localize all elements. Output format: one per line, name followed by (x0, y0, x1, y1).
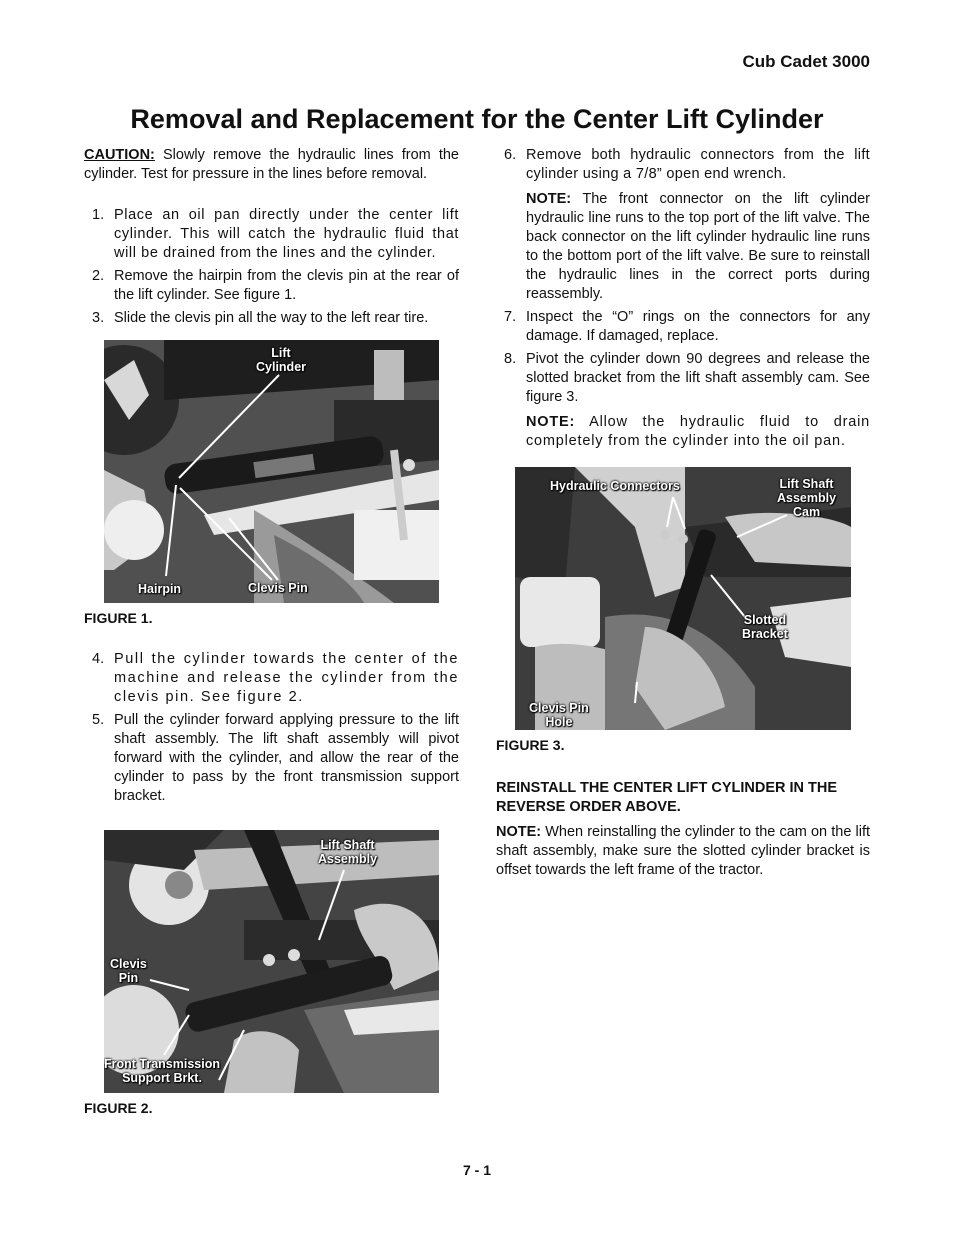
figure-2-caption: FIGURE 2. (84, 1100, 153, 1116)
note-text: Allow the hydraulic fluid to drain completely from the cylinder into the oil pan. (526, 414, 870, 449)
step-1 (84, 206, 459, 263)
step-number: 2. (92, 268, 105, 284)
note-label: NOTE: (526, 191, 572, 207)
step-text: Slide the clevis pin all the way to the left rear tire. (114, 310, 429, 326)
step-8 (496, 350, 870, 407)
caution-text: Slowly remove the hydraulic lines from the cylinder. Test for pressure in the lines before removal. (84, 147, 459, 182)
step-number: 3. (92, 310, 105, 326)
figure-3-photo (515, 467, 851, 730)
figure-1-illustration (104, 340, 439, 603)
step-text: Place an oil pan directly under the center lift cylinder. This will catch the hydraulic fluid that will be drained from the lines and the cylinder. (114, 207, 459, 261)
figure-2-label-front-transmission: Front Transmission Support Brkt. (104, 1057, 220, 1085)
step-text: Remove both hydraulic connectors from the lift cylinder using a 7/8” open end wrench. (526, 147, 870, 182)
note-text: When reinstalling the cylinder to the cam on the lift shaft assembly, make sure the slotted cylinder bracket is offset towards the left frame of the tractor. (496, 824, 870, 878)
step-7 (496, 308, 870, 346)
note-label: NOTE: (526, 414, 576, 430)
step-number: 1. (92, 207, 105, 223)
figure-3-label-slotted-bracket: Slotted Bracket (742, 613, 788, 641)
note-text: The front connector on the lift cylinder hydraulic line runs to the top port of the lift valve. The back connector on the lift cylinder hydraulic line runs to the bottom port of the lift valve. Be sure to reinstall the hydraulic lines in the correct ports during reassembly. (526, 191, 870, 302)
page-title: Removal and Replacement for the Center Lift Cylinder (130, 104, 824, 134)
figure-1-photo (104, 340, 439, 603)
caution-paragraph (84, 146, 459, 184)
step-text: Pull the cylinder towards the center of the machine and release the cylinder from the clevis pin. See figure 2. (114, 651, 459, 705)
step-number: 5. (92, 712, 105, 728)
step-number: 7. (504, 309, 517, 325)
caution-label: CAUTION: (84, 147, 155, 163)
step-4 (84, 650, 459, 707)
figure-2-label-clevis-pin: Clevis Pin (110, 957, 147, 985)
note-2 (526, 413, 870, 451)
figure-2-photo (104, 830, 439, 1093)
figure-1-label-hairpin: Hairpin (138, 582, 182, 596)
note-3 (496, 823, 870, 880)
figure-2-illustration (104, 830, 439, 1093)
left-column (84, 146, 459, 1118)
step-text: Remove the hairpin from the clevis pin at the rear of the lift cylinder. See figure 1. (114, 268, 459, 303)
figure-1-label-lift-cylinder: Lift Cylinder (256, 346, 307, 374)
step-number: 4. (92, 651, 105, 667)
page-number: 7 - 1 (462, 1162, 491, 1178)
step-text: Pivot the cylinder down 90 degrees and release the slotted bracket from the lift shaft assembly cam. See figure 3. (526, 351, 870, 405)
step-number: 8. (504, 351, 517, 367)
document-header: Cub Cadet 3000 (742, 52, 870, 71)
note-1 (526, 190, 870, 304)
figure-3-label-lift-shaft-assembly-cam: Lift Shaft Assembly Cam (777, 477, 837, 519)
step-number: 6. (504, 147, 517, 163)
figure-3-label-hydraulic-connectors: Hydraulic Connectors (550, 479, 680, 493)
step-6 (496, 146, 870, 184)
step-text: Inspect the “O” rings on the connectors for any damage. If damaged, replace. (526, 309, 870, 344)
figure-3-label-clevis-pin-hole: Clevis Pin Hole (529, 701, 589, 729)
figure-2-label-lift-shaft-assembly: Lift Shaft Assembly (318, 838, 378, 866)
step-5 (84, 711, 459, 806)
figure-1-caption: FIGURE 1. (84, 610, 153, 626)
step-2 (84, 267, 459, 305)
reinstall-instruction: REINSTALL THE CENTER LIFT CYLINDER IN THE REVERSE ORDER ABOVE. (496, 780, 838, 815)
step-text: Pull the cylinder forward applying pressure to the lift shaft assembly. The lift shaft assembly will pivot forward with the cylinder, and allow the rear of the cylinder to pass by the front transmission support bracket. (114, 712, 459, 804)
step-3 (84, 309, 459, 328)
figure-1-label-clevis-pin: Clevis Pin (248, 581, 308, 595)
figure-3-caption: FIGURE 3. (496, 737, 565, 753)
right-column (496, 146, 870, 880)
note-label: NOTE: (496, 824, 542, 840)
